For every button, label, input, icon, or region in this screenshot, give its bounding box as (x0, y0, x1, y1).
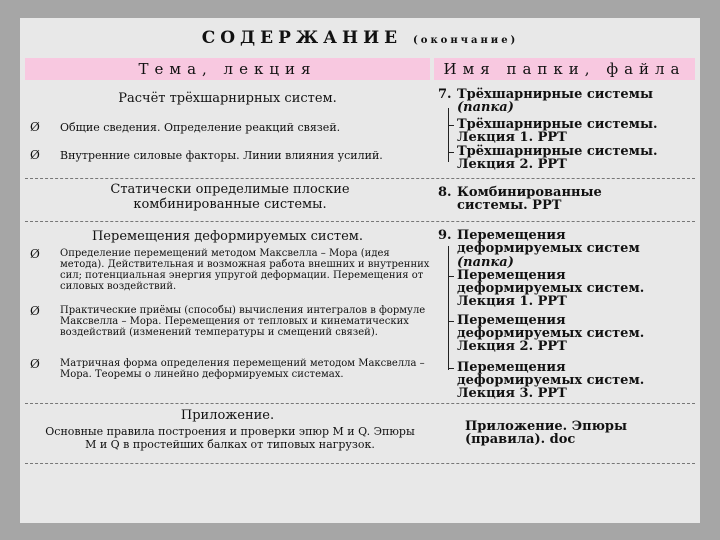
bullet-icon: Ø (30, 148, 40, 162)
bullet-icon: Ø (30, 357, 40, 371)
row-separator (25, 463, 695, 464)
header-topic: Тема, лекция (25, 58, 430, 80)
tree-tick (448, 125, 454, 126)
row1-folder-paren: (папка) (457, 100, 514, 115)
slide-frame (20, 18, 700, 523)
bullet-icon: Ø (30, 120, 40, 134)
row1-bullet-1: Общие сведения. Определение реакций связей. (60, 121, 341, 134)
row2-folder-num: 8. (438, 185, 452, 200)
row3-bullet-1: Определение перемещений методом Максвелла – Мора (идея метода). Действительная и возможная работа внешних и внутренних сил; потенциальная энергия упругой деформации. Перемещения от силовых воздействий. (60, 248, 430, 292)
row1-bullet-2: Внутренние силовые факторы. Линии влияния усилий. (60, 149, 383, 162)
tree-tick (448, 276, 454, 277)
tree-line (448, 108, 449, 162)
row1-folder-name: Трёхшарнирные системы (457, 87, 653, 102)
tree-tick (448, 152, 454, 153)
row4-topic-text: Основные правила построения и проверки эпюр M и Q. Эпюры M и Q в простейших балках от типовых нагрузок. (45, 425, 415, 451)
row2-topic-title: Статически определимые плоские комбинированные системы. (110, 182, 350, 212)
row3-bullet-3: Матричная форма определения перемещений методом Максвелла – Мора. Теоремы о линейно деформируемых системах. (60, 358, 425, 380)
row3-folder-name: Перемещения деформируемых систем (457, 228, 640, 256)
tree-tick (448, 368, 454, 369)
row3-file-2: Перемещения деформируемых систем. Лекция 2. PPT (457, 313, 645, 354)
row1-file-2: Трёхшарнирные системы. Лекция 2. PPT (457, 144, 658, 172)
row-separator (25, 178, 695, 179)
row3-topic-title: Перемещения деформируемых систем. (91, 229, 364, 244)
tree-tick (448, 321, 454, 322)
row3-file-1: Перемещения деформируемых систем. Лекция 1. PPT (457, 268, 645, 309)
row3-folder-num: 9. (438, 228, 452, 243)
bullet-icon: Ø (30, 247, 40, 261)
row3-file-3: Перемещения деформируемых систем. Лекция 3. PPT (457, 360, 645, 401)
page-title: СОДЕРЖАНИЕ (окончание) (201, 28, 519, 48)
title-subtitle: (окончание) (413, 35, 519, 46)
row2-folder-name: Комбинированные системы. PPT (457, 185, 602, 213)
row-separator (25, 221, 695, 222)
row3-bullet-2: Практические приёмы (способы) вычисления интегралов в формуле Максвелла – Мора. Перемещения от тепловых и кинематических воздействий (изменений температуры и смещений связей). (60, 305, 426, 338)
row3-folder-paren: (папка) (457, 255, 514, 270)
row1-folder-num: 7. (438, 87, 452, 102)
bullet-icon: Ø (30, 304, 40, 318)
header-folder: Имя папки, файла (434, 58, 695, 80)
row1-file-1: Трёхшарнирные системы. Лекция 1. PPT (457, 117, 658, 145)
tree-line (448, 246, 449, 370)
row-separator (25, 403, 695, 404)
row4-folder-name: Приложение. Эпюры (правила). doc (465, 419, 628, 447)
row4-topic-title: Приложение. (180, 408, 275, 423)
row1-topic-title: Расчёт трёхшарнирных систем. (118, 91, 337, 106)
